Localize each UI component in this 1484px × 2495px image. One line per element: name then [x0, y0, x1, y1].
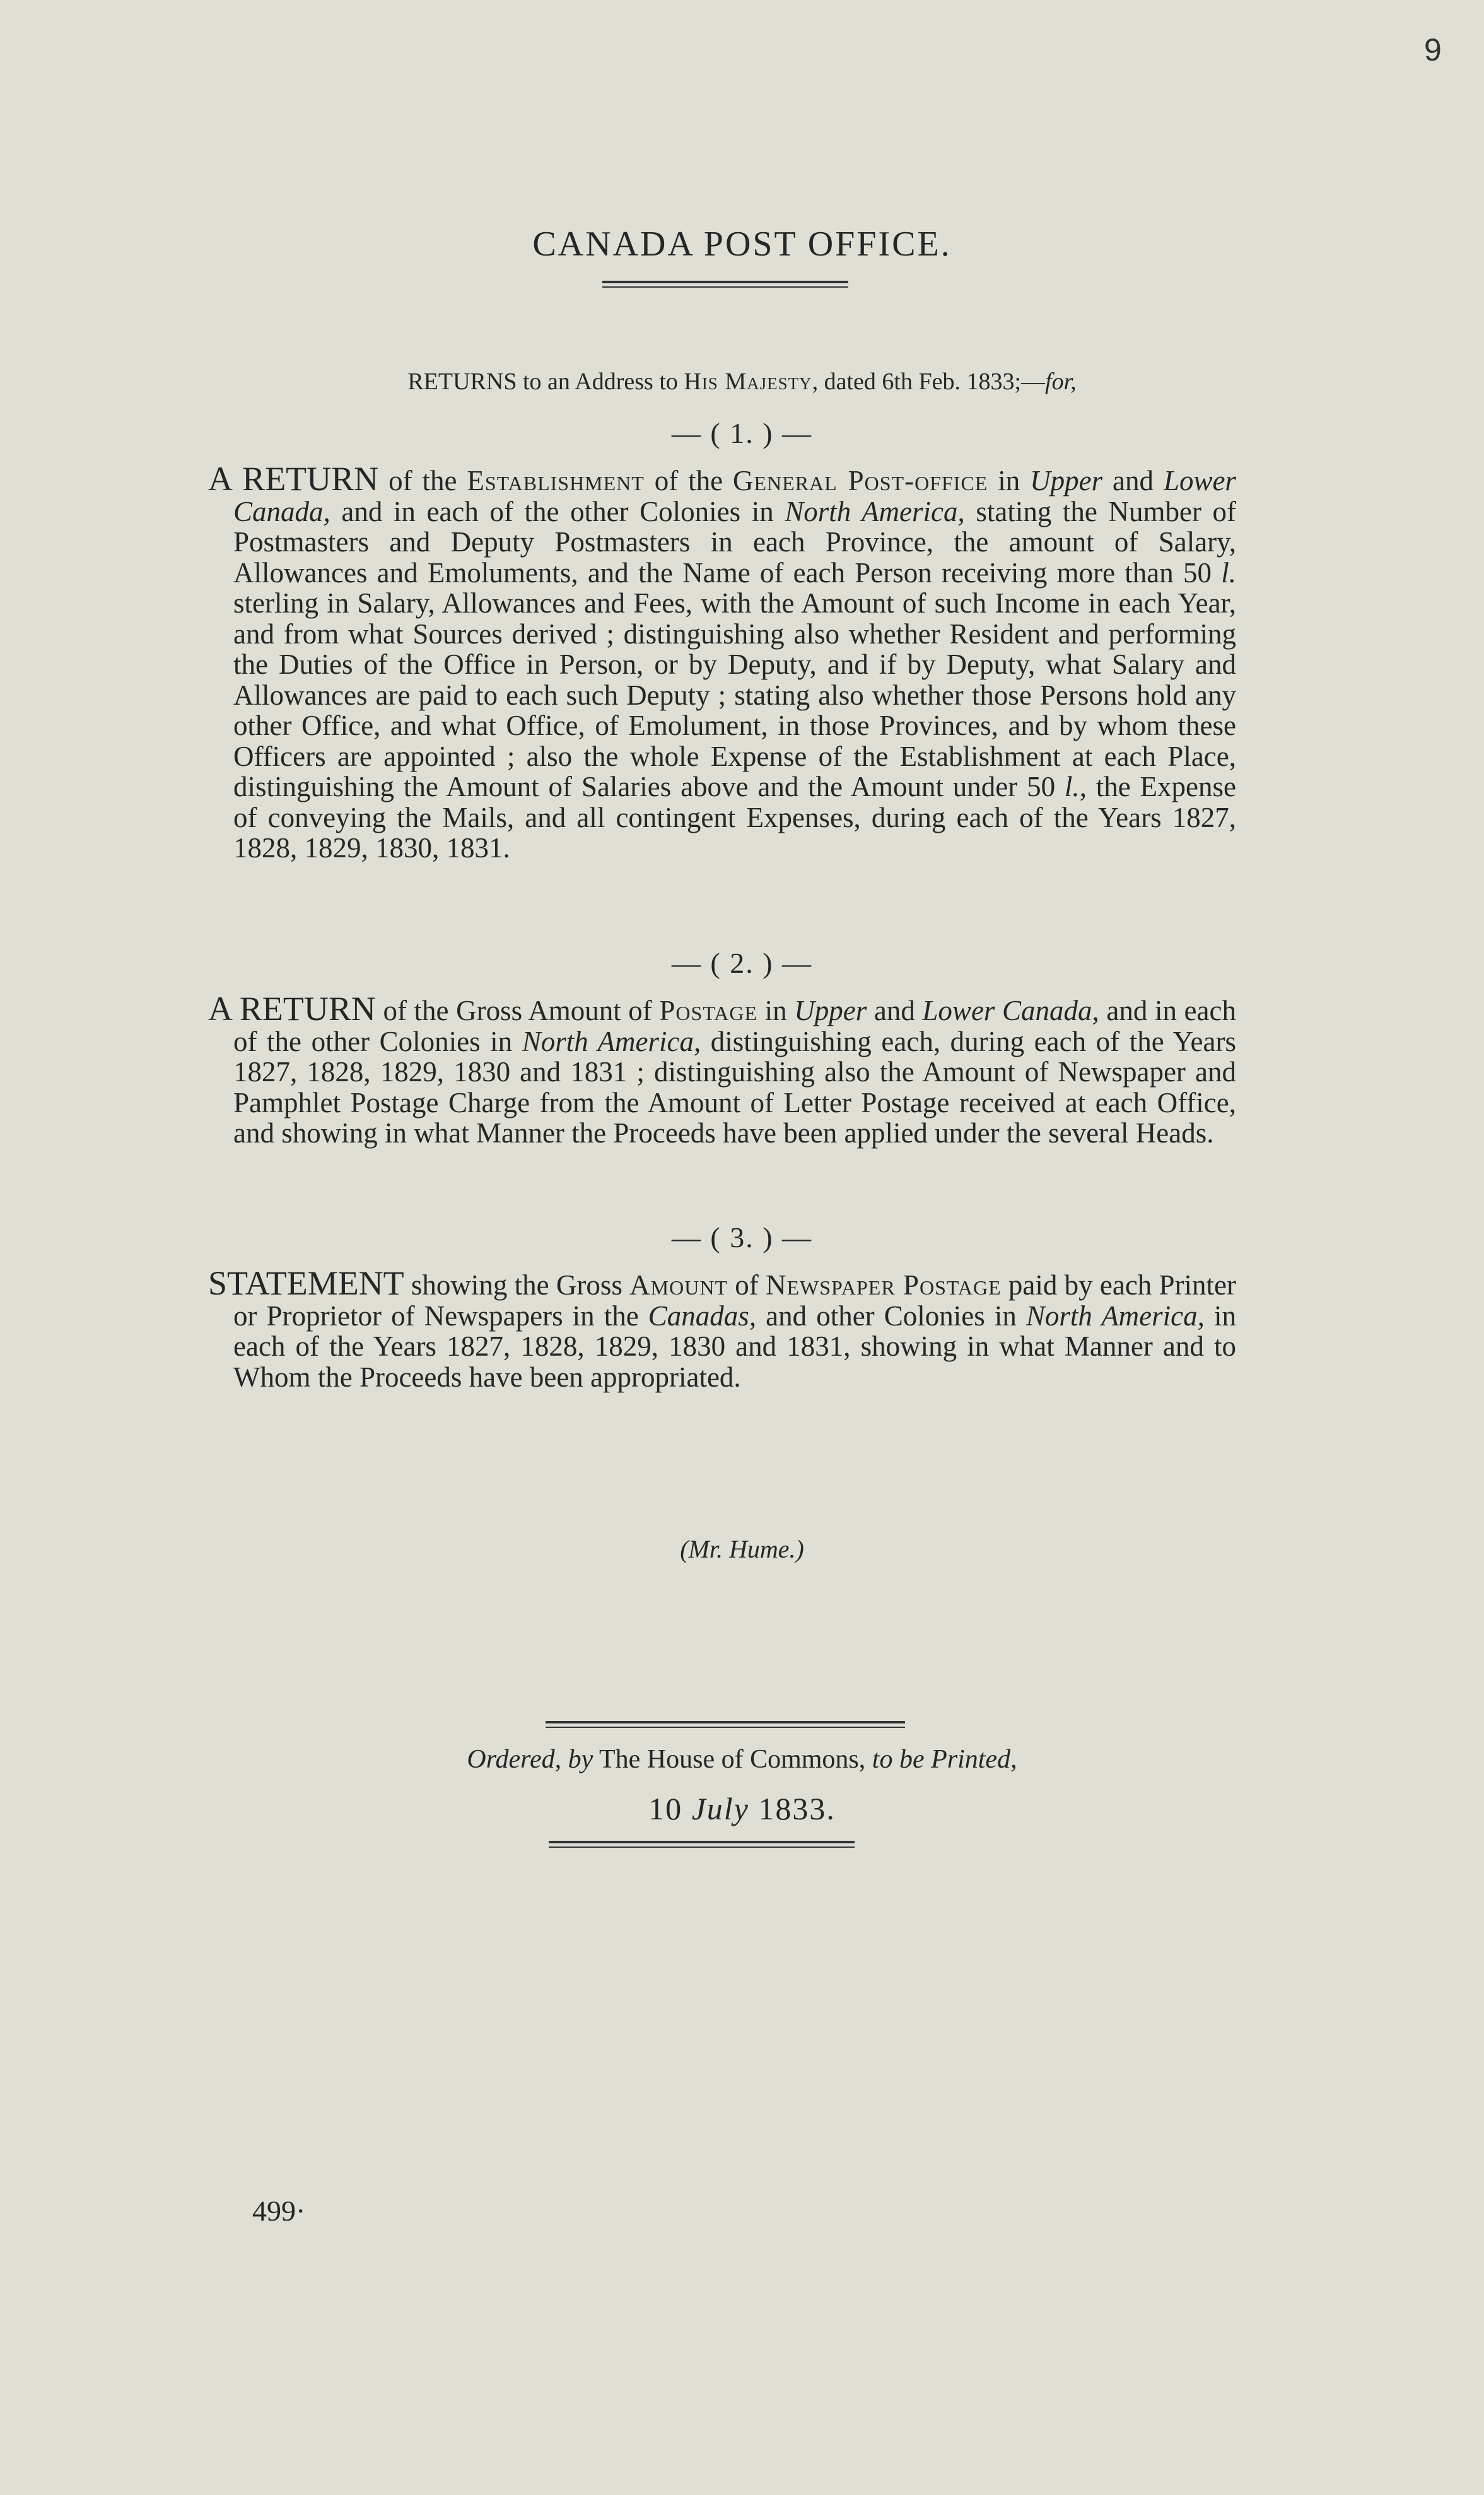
- mover-name: (Mr. Hume.): [680, 1535, 804, 1563]
- section-2-text: A RETURN of the Gross Amount of Postage in Upper and Lower Canada, and in each of the other Colonies in North America, distinguishing each, during each of the Years 1827, 1828, 1829, 1830 and 1831 ; distinguishing also the Amount of Newspaper and Pamphlet Postage Charge from the Amount of Letter Postage received at each Office, and showing in what Manner the Proceeds have been applied under the several Heads.: [208, 990, 1237, 1149]
- section-marker-2: — ( 2. ) —: [671, 947, 813, 979]
- date-bottom-rule: [549, 1841, 855, 1848]
- section-marker-1: — ( 1. ) —: [671, 417, 813, 449]
- section-3-text: STATEMENT showing the Gross Amount of Newspaper Postage paid by each Printer or Proprietor of Newspapers in the Canadas, and other Colonies in North America, in each of the Years 1827, 1828, 1829, 1830 and 1831, showing in what Manner and to Whom the Proceeds have been appropriated.: [208, 1264, 1237, 1393]
- section-marker-3: — ( 3. ) —: [671, 1221, 813, 1253]
- intro-line: RETURNS to an Address to His Majesty, dated 6th Feb. 1833;—for,: [407, 368, 1077, 395]
- ordered-line: Ordered, by The House of Commons, to be Printed,: [467, 1745, 1017, 1774]
- section-1-text: A RETURN of the Establishment of the General Post-office in Upper and Lower Canada, and in each of the other Colonies in North America, stating the Number of Postmasters and Deputy Postmasters in each Province, the amount of Salary, Allowances and Emoluments, and the Name of each Person receiving more than 50 l. sterling in Salary, Allowances and Fees, with the Amount of such Income in each Year, and from what Sources derived ; distinguishing also whether Resident and performing the Duties of the Office in Person, or by Deputy, and if by Deputy, what Salary and Allowances are paid to each such Deputy ; stating also whether those Persons hold any other Office, and what Office, of Emolument, in those Provinces, and by whom these Officers are appointed ; also the whole Expense of the Establishment at each Place, distinguishing the Amount of Salaries above and the Amount under 50 l., the Expense of conveying the Mails, and all contingent Expenses, during each of the Years 1827, 1828, 1829, 1830, 1831.: [208, 460, 1237, 864]
- page-number: 9: [1424, 32, 1442, 68]
- print-date: 10 July 1833.: [648, 1791, 836, 1826]
- ordered-top-rule: [546, 1721, 905, 1728]
- title-rule: [602, 281, 848, 288]
- document-title: CANADA POST OFFICE.: [532, 225, 952, 264]
- sessional-number: 499·: [252, 2195, 306, 2227]
